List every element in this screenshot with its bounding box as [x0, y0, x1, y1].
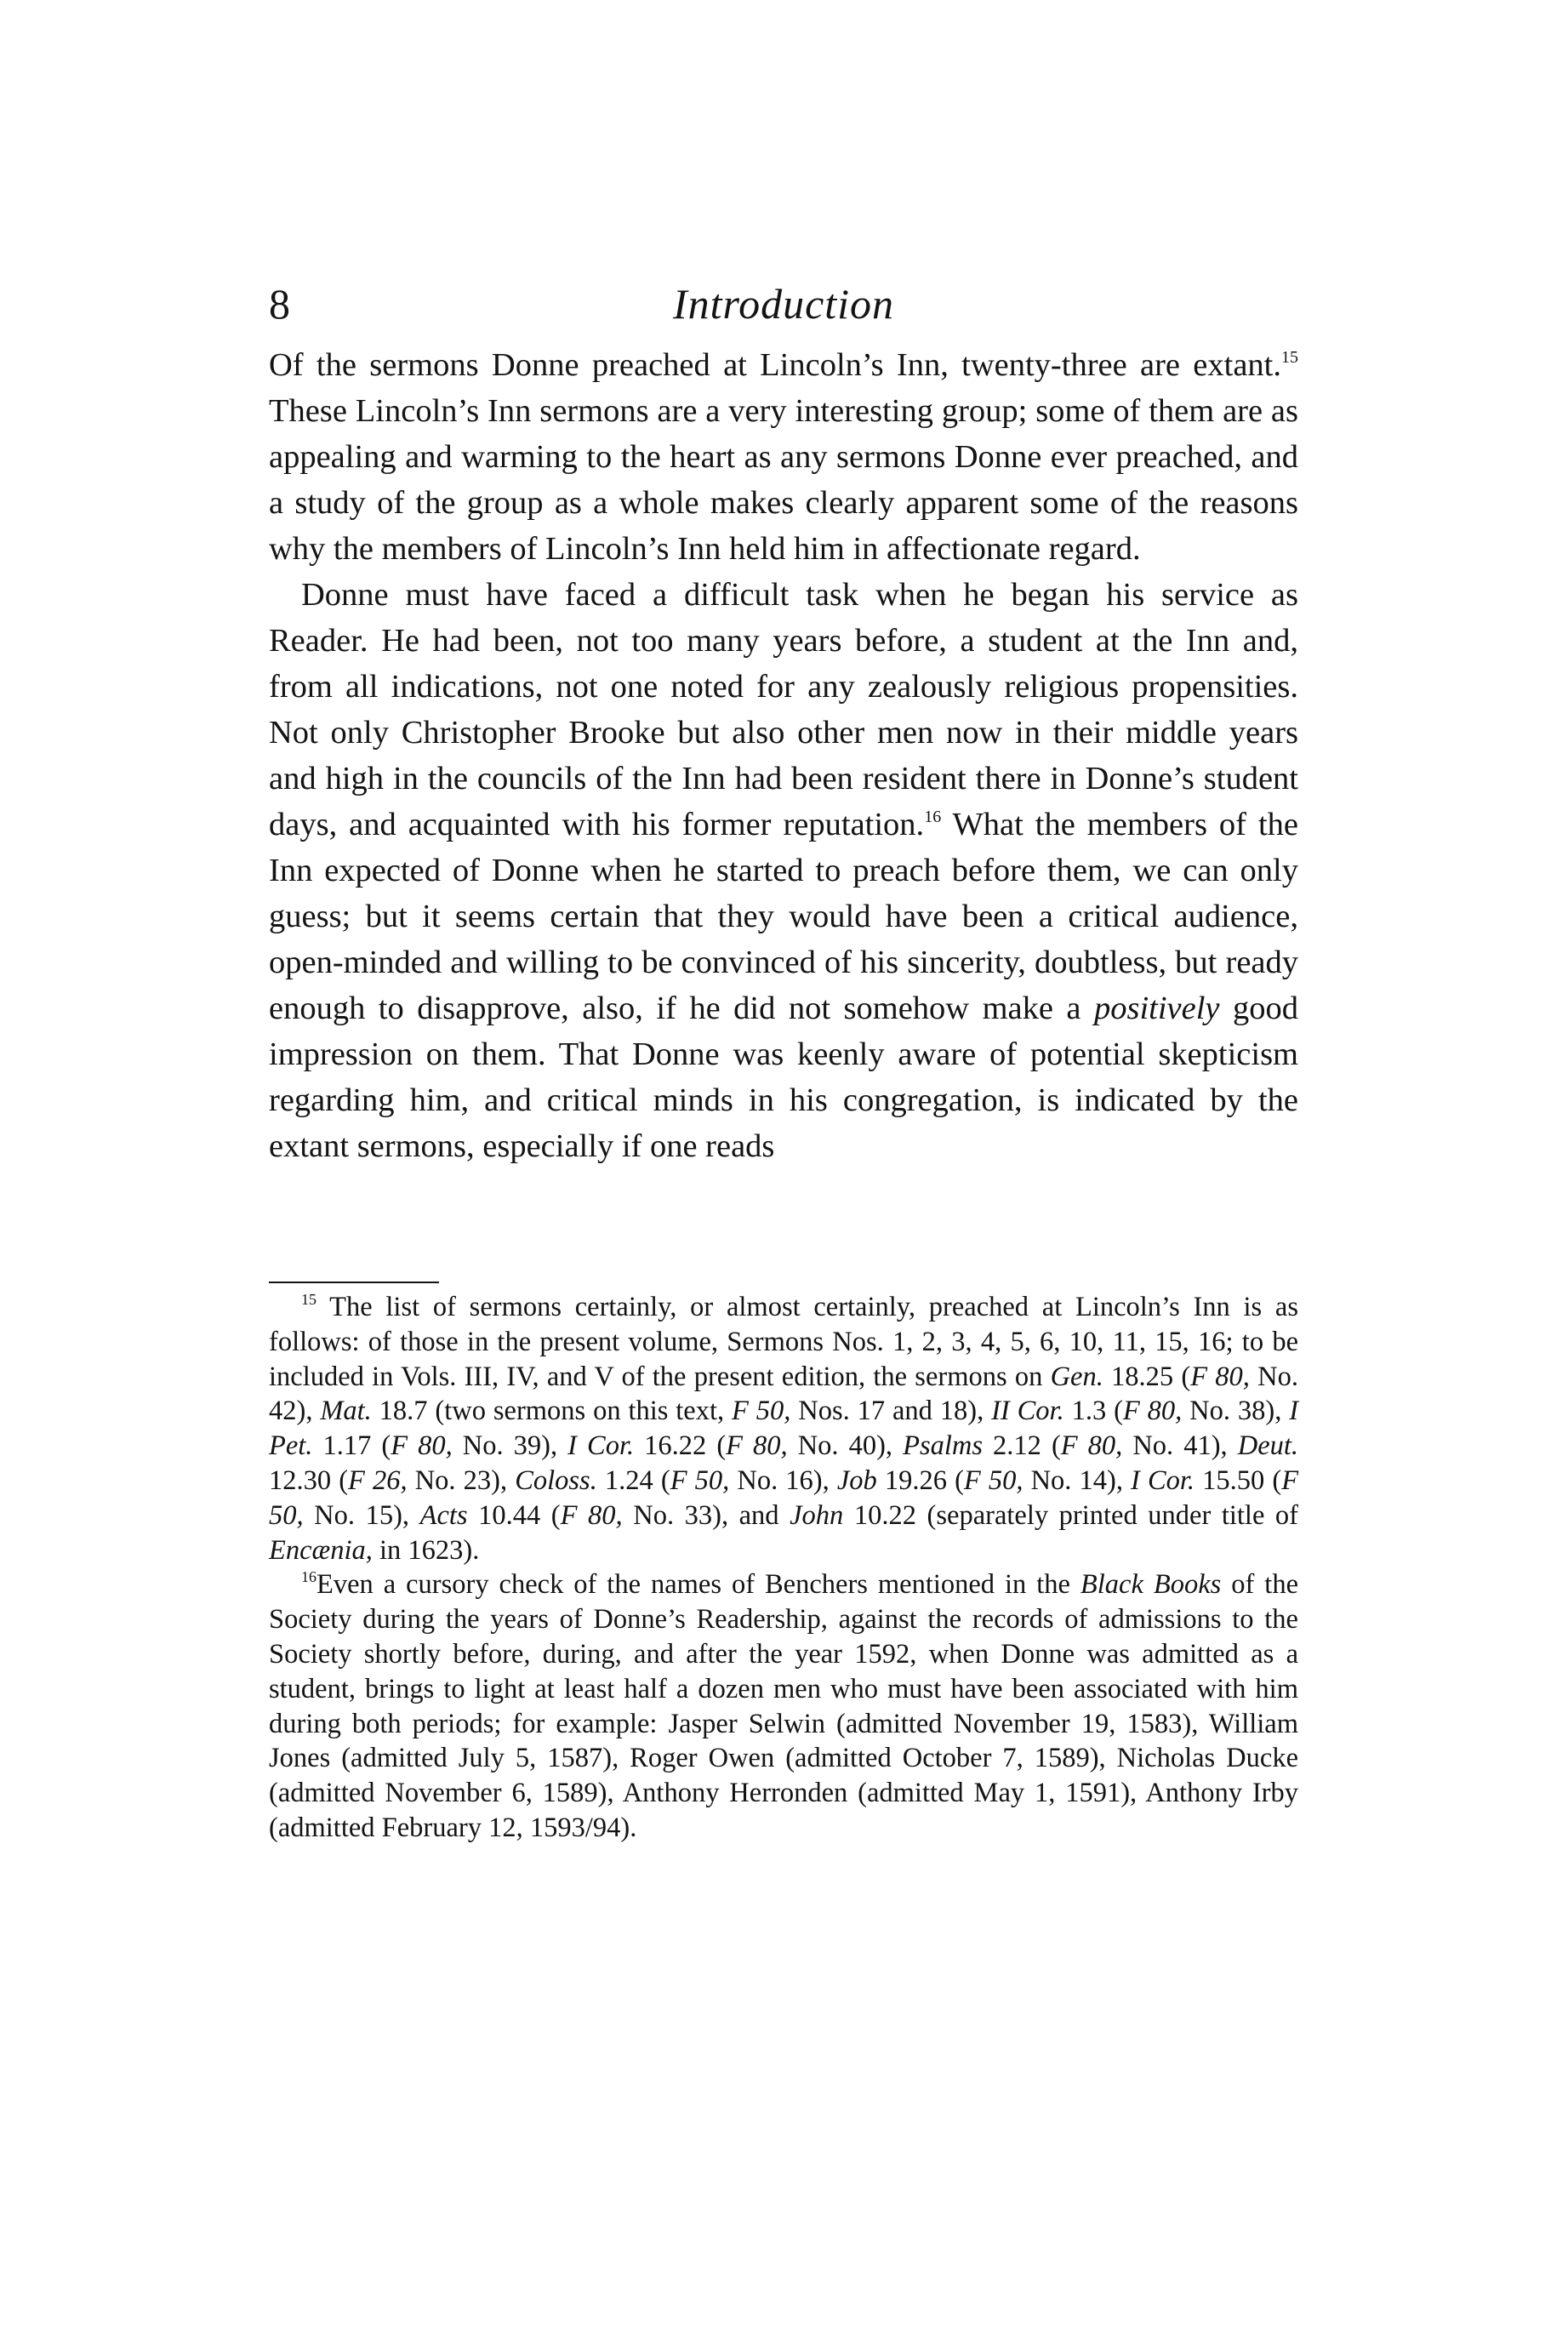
fn15-ref: F 80, [1060, 1430, 1123, 1462]
fn15-text: No. 15), [303, 1499, 420, 1531]
paragraph-2-text-c: good impression on them. That Donne was keenly aware of potential skepticism regarding him, and critical minds in his congregation, is indicated by the extant sermons, especially if one reads [269, 990, 1299, 1164]
fn15-text: No. 23), [407, 1464, 516, 1496]
fn15-text: No. 42), [269, 1361, 1298, 1427]
paragraph-2 [269, 572, 1298, 1169]
fn15-text: No. 39), [452, 1430, 568, 1462]
fn15-text: in 1623). [372, 1534, 480, 1566]
fn15-ref: Coloss. [515, 1464, 597, 1496]
fn15-ref: F 80, [391, 1430, 453, 1462]
body-text [269, 342, 1298, 1169]
fn15-ref: Encænia, [269, 1534, 373, 1566]
footnote-16 [269, 1567, 1298, 1845]
paragraph-1 [269, 342, 1298, 572]
paragraph-1-text-b: These Lincoln’s Inn sermons are a very interesting group; some of them are as appealing and warming to the heart as any sermons Donne ever preached, and a study of the group as a whole makes clearly apparent some of the reasons why the members of Lincoln’s Inn held him in affectionate regard. [269, 393, 1298, 567]
fn15-text: 10.44 ( [467, 1499, 561, 1531]
footnote-number-15: 15 [301, 1291, 316, 1308]
fn15-ref: Deut. [1237, 1430, 1299, 1462]
fn15-text: 16.22 ( [634, 1430, 727, 1462]
fn15-text: Nos. 17 and 18), [790, 1396, 992, 1427]
footnote-reference-16: 16 [924, 808, 942, 826]
fn15-ref: F 80, [560, 1499, 623, 1531]
footnote-reference-15: 15 [1281, 348, 1298, 367]
fn15-text: 10.22 (separately printed under title of [843, 1499, 1299, 1531]
paragraph-2-emphasis: positively [1093, 990, 1220, 1026]
fn15-ref: F 50, [963, 1464, 1023, 1496]
page-header [269, 274, 1298, 334]
fn15-ref: I Pet. [269, 1396, 1299, 1462]
fn15-ref: Mat. [320, 1396, 372, 1427]
fn16-text: Even a cursory check of the names of Benchers mentioned in the [316, 1569, 1080, 1601]
fn15-text: No. 40), [787, 1430, 904, 1462]
fn15-text: 1.17 ( [312, 1430, 391, 1462]
fn15-ref: F 80, [1122, 1396, 1183, 1427]
page-number: 8 [269, 280, 290, 328]
fn16-text: of the Society during the years of Donne’s Readership, against the records of admissions to the Society shortly before, during, and after the year 1592, when Donne was admitted as a student, brings to light at least half a dozen men who must have been associated with him during both periods; for example: Jasper Selwin (admitted November 19, 1583), William Jones (admitted July 5, 1587), Roger Owen (admitted October 7, 1589), Nicholas Ducke (admitted November 6, 1589), Anthony Herronden (admitted May 1, 1591), Anthony Irby (admitted February 12, 1593/94). [269, 1569, 1298, 1843]
fn15-text: The list of sermons certainly, or almost certainly, preached at Lincoln’s Inn is as follows: of those in the present volume, Sermons Nos. 1, 2, 3, 4, 5, 6, 10, 11, 15, 16; to be included in Vols. III, IV, and V of the present edition, the sermons on [269, 1292, 1298, 1392]
fn15-ref: I Cor. [1131, 1464, 1195, 1496]
fn15-ref: F 50, [670, 1464, 730, 1496]
fn15-text: 12.30 ( [269, 1464, 349, 1496]
fn16-title: Black Books [1080, 1569, 1222, 1601]
paragraph-2-text-a: Donne must have faced a difficult task when he began his service as Reader. He had been, not too many years before, a student at the Inn and, from all indications, not one noted for any zealously religious propensities. Not only Christopher Brooke but also other men now in their middle years and high in the councils of the Inn had been resident there in Donne’s student days, and acquainted with his former reputation. [269, 577, 1298, 842]
fn15-text: No. 38), [1182, 1396, 1290, 1427]
fn15-ref: II Cor. [991, 1396, 1064, 1427]
footnote-15 [269, 1290, 1298, 1567]
paragraph-2-text-b: What the members of the Inn expected of Donne when he started to preach before them, we can only guess; but it seems certain that they would have been a critical audience, open-minded and willing to be convinced of his sincerity, doubtless, but ready enough to disapprove, also, if he did not somehow make a [269, 807, 1298, 1026]
running-head: Introduction [672, 280, 895, 328]
fn15-ref: F 80, [1190, 1361, 1250, 1392]
fn15-ref: F 50, [269, 1464, 1299, 1531]
fn15-text: 19.26 ( [876, 1464, 964, 1496]
paragraph-1-text-a: Of the sermons Donne preached at Lincoln’s Inn, twenty-three are extant. [269, 347, 1281, 383]
fn15-ref: Acts [419, 1499, 468, 1531]
fn15-text: 1.3 ( [1063, 1396, 1123, 1427]
fn15-ref: F 50, [732, 1396, 791, 1427]
fn15-text: 18.25 ( [1103, 1361, 1191, 1392]
fn15-text: 18.7 (two sermons on this text, [371, 1396, 732, 1427]
fn15-ref: I Cor. [567, 1430, 635, 1462]
fn15-ref: F 26, [348, 1464, 408, 1496]
fn15-ref: Psalms [903, 1430, 983, 1462]
fn15-text: No. 14), [1023, 1464, 1132, 1496]
fn15-ref: John [790, 1499, 844, 1531]
fn15-text: 2.12 ( [983, 1430, 1061, 1462]
fn15-text: 1.24 ( [596, 1464, 670, 1496]
fn15-text: No. 16), [729, 1464, 837, 1496]
fn15-ref: Gen. [1050, 1361, 1103, 1392]
footnote-rule [269, 1282, 439, 1283]
fn15-text: No. 33), and [622, 1499, 790, 1531]
fn15-ref: F 80, [726, 1430, 788, 1462]
footnote-number-16: 16 [301, 1568, 316, 1586]
fn15-text: No. 41), [1122, 1430, 1238, 1462]
footnotes [269, 1290, 1298, 1846]
fn15-text: 15.50 ( [1195, 1464, 1282, 1496]
fn15-ref: Job [836, 1464, 877, 1496]
